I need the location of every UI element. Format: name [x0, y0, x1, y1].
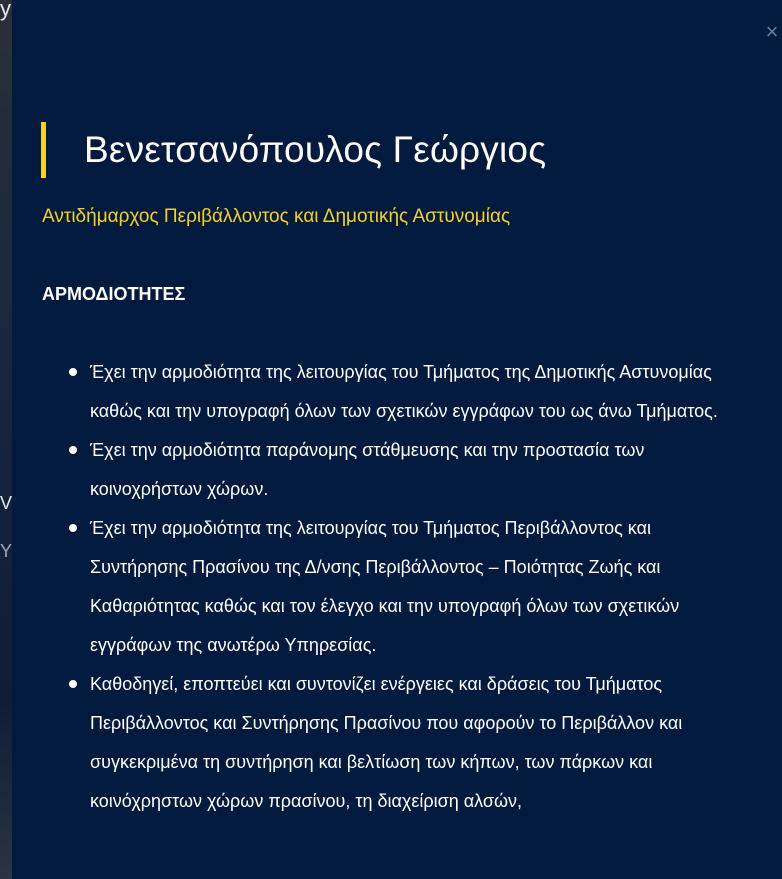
bullet-icon	[69, 368, 77, 376]
person-role: Αντιδήμαρχος Περιβάλλοντος και Δημοτικής Αστυνομίας	[42, 206, 511, 227]
title-block	[41, 122, 546, 178]
bullet-icon	[69, 524, 77, 532]
duties-list	[12, 353, 772, 821]
profile-modal	[12, 0, 782, 879]
background-page-strip	[0, 0, 12, 879]
list-item-text: Έχει την αρμοδιότητα της λειτουργίας του Τμήματος Περιβάλλοντος και Συντήρησης Πρασίνου της Δ/νσης Περιβάλλοντος – Ποιότητας Ζωής και Καθαριότητας καθώς και τον έλεγχο και την υπογραφή όλων των σχετικών εγγράφων της ανωτέρω Υπηρεσίας.	[90, 518, 680, 655]
list-item-text: Έχει την αρμοδιότητα παράνομης στάθμευσης και την προστασία των κοινοχρήστων χώρων.	[90, 440, 645, 499]
list-item	[12, 665, 746, 821]
person-name-title: Βενετσανόπουλος Γεώργιος	[84, 129, 547, 170]
background-text-fragment: V	[0, 493, 13, 513]
title-accent-bar	[41, 122, 46, 178]
list-item	[12, 353, 746, 431]
bullet-icon	[69, 446, 77, 454]
list-item	[12, 431, 746, 509]
background-text-fragment: Y	[0, 541, 13, 561]
background-text-fragment: y	[0, 0, 11, 21]
list-item-text: Έχει την αρμοδιότητα της λειτουργίας του Τμήματος της Δημοτικής Αστυνομίας καθώς και την υπογραφή όλων των σχετικών εγγράφων του ως άνω Τμήματος.	[90, 362, 718, 421]
section-heading: ΑΡΜΟΔΙΟΤΗΤΕΣ	[42, 284, 186, 304]
bullet-icon	[69, 680, 77, 688]
list-item-text: Καθοδηγεί, εποπτεύει και συντονίζει ενέργειες και δράσεις του Τμήματος Περιβάλλοντος και Συντήρησης Πρασίνου που αφορούν το Περιβάλλον και συγκεκριμένα τη συντήρηση και βελτίωση των κήπων, των πάρκων και κοινόχρηστων χώρων πρασίνου, τη διαχείριση αλσών,	[90, 674, 683, 811]
list-item	[12, 509, 746, 665]
close-icon[interactable]: ×	[765, 19, 779, 44]
